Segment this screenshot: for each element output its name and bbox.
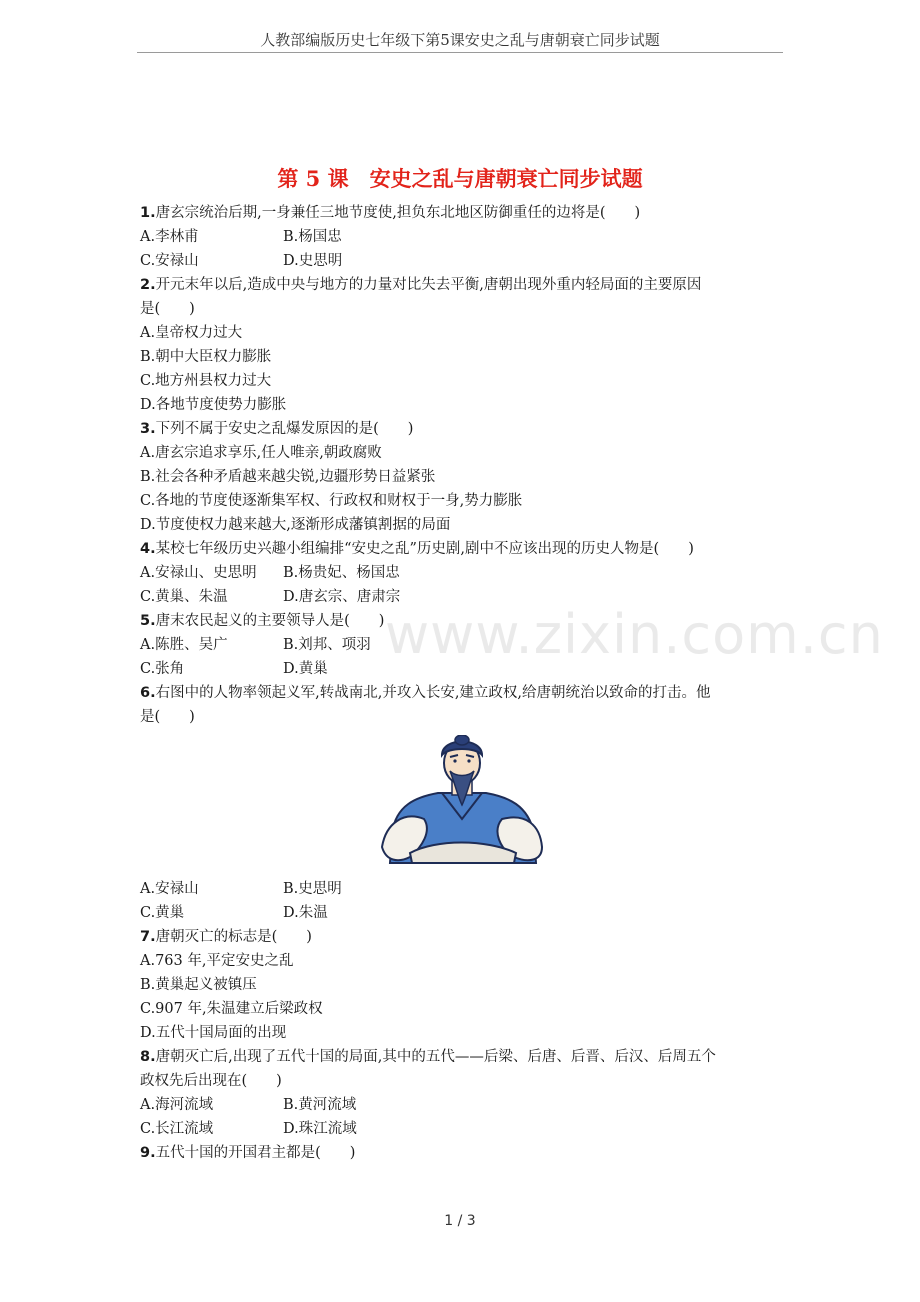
answer-options-row (140, 513, 785, 537)
answer-option: B.黄河流域 (283, 1097, 357, 1113)
answer-option: B.朝中大臣权力膨胀 (140, 349, 272, 365)
answer-option: D.史思明 (283, 253, 343, 269)
question-stem-line (140, 417, 785, 441)
question-text: 唐玄宗统治后期,一身兼任三地节度使,担负东北地区防御重任的边将是( ) (155, 205, 641, 221)
question-stem-line (140, 609, 785, 633)
question-8 (140, 1045, 785, 1141)
answer-option: C.各地的节度使逐渐集军权、行政权和财权于一身,势力膨胀 (140, 493, 523, 509)
question-3 (140, 417, 785, 537)
answer-options-row (140, 1117, 785, 1141)
question-text: 唐朝灭亡的标志是( ) (155, 929, 312, 945)
answer-options-row (140, 585, 785, 609)
answer-option: A.安禄山、史思明 (140, 565, 257, 581)
answer-options-row (140, 393, 785, 417)
answer-option: D.节度使权力越来越大,逐渐形成藩镇割据的局面 (140, 517, 451, 533)
question-stem-line (140, 681, 785, 705)
answer-option: A.李林甫 (140, 229, 199, 245)
answer-option: B.黄巢起义被镇压 (140, 977, 257, 993)
answer-options-row (140, 633, 785, 657)
answer-options-row (140, 249, 785, 273)
question-stem-line (140, 1069, 785, 1093)
question-text: 唐朝灭亡后,出现了五代十国的局面,其中的五代——后梁、后唐、后晋、后汉、后周五个 (155, 1049, 716, 1065)
answer-option: D.五代十国局面的出现 (140, 1025, 287, 1041)
answer-options-row (140, 441, 785, 465)
question-text: 五代十国的开国君主都是( ) (155, 1145, 356, 1161)
question-text: 开元末年以后,造成中央与地方的力量对比失去平衡,唐朝出现外重内轻局面的主要原因 (155, 277, 702, 293)
answer-options-row (140, 1021, 785, 1045)
question-number: 3. (140, 421, 156, 437)
question-number: 5. (140, 613, 156, 629)
answer-options-row (140, 973, 785, 997)
answer-option: D.朱温 (283, 905, 328, 921)
question-2 (140, 273, 785, 417)
answer-option: B.刘邦、项羽 (283, 637, 371, 653)
question-1 (140, 201, 785, 273)
answer-option: C.黄巢 (140, 905, 185, 921)
answer-option: B.史思明 (283, 881, 342, 897)
scholar-figure-image (376, 735, 548, 870)
question-4 (140, 537, 785, 609)
header-divider (137, 52, 783, 53)
answer-option: B.杨贵妃、杨国忠 (283, 565, 400, 581)
answer-option: C.长江流域 (140, 1121, 214, 1137)
answer-options-row (140, 465, 785, 489)
answer-option: A.海河流域 (140, 1097, 214, 1113)
question-stem-line (140, 1045, 785, 1069)
question-stem-line (140, 705, 785, 729)
question-9 (140, 1141, 785, 1165)
huangchao-illustration (140, 735, 785, 870)
question-text: 右图中的人物率领起义军,转战南北,并攻入长安,建立政权,给唐朝统治以致命的打击。他 (155, 685, 711, 701)
answer-option: C.张角 (140, 661, 185, 677)
answer-options-row (140, 901, 785, 925)
answer-option: D.唐玄宗、唐肃宗 (283, 589, 401, 605)
question-text: 是( ) (140, 709, 195, 725)
answer-options-row (140, 949, 785, 973)
answer-options-row (140, 997, 785, 1021)
answer-option: B.杨国忠 (283, 229, 342, 245)
answer-options-row (140, 1093, 785, 1117)
answer-options-row (140, 657, 785, 681)
answer-options-row (140, 345, 785, 369)
question-text: 是( ) (140, 301, 195, 317)
question-6 (140, 681, 785, 925)
answer-options-row (140, 561, 785, 585)
question-number: 7. (140, 929, 156, 945)
answer-option: A.763 年,平定安史之乱 (140, 953, 294, 969)
answer-option: D.各地节度使势力膨胀 (140, 397, 287, 413)
page-number: 1 / 3 (444, 1213, 476, 1229)
question-number: 2. (140, 277, 156, 293)
question-text: 政权先后出现在( ) (140, 1073, 282, 1089)
question-number: 6. (140, 685, 156, 701)
answer-option: D.珠江流域 (283, 1121, 357, 1137)
answer-options-row (140, 877, 785, 901)
running-header: 人教部编版历史七年级下第5课安史之乱与唐朝衰亡同步试题 (260, 31, 660, 49)
question-text: 唐末农民起义的主要领导人是( ) (155, 613, 385, 629)
answer-option: A.皇帝权力过大 (140, 325, 243, 341)
answer-option: A.唐玄宗追求享乐,任人唯亲,朝政腐败 (140, 445, 382, 461)
question-stem-line (140, 273, 785, 297)
answer-option: B.社会各种矛盾越来越尖锐,边疆形势日益紧张 (140, 469, 436, 485)
page-title: 第 5 课 安史之乱与唐朝衰亡同步试题 (277, 166, 643, 191)
answer-option: D.黄巢 (283, 661, 328, 677)
answer-option: A.安禄山 (140, 881, 199, 897)
answer-options-row (140, 489, 785, 513)
watermark: www.zixin.com.cn (385, 603, 884, 666)
answer-option: C.地方州县权力过大 (140, 373, 272, 389)
question-7 (140, 925, 785, 1045)
question-number: 8. (140, 1049, 156, 1065)
question-list (140, 201, 785, 1165)
question-number: 4. (140, 541, 156, 557)
question-text: 下列不属于安史之乱爆发原因的是( ) (155, 421, 414, 437)
answer-option: C.安禄山 (140, 253, 199, 269)
answer-option: C.黄巢、朱温 (140, 589, 228, 605)
answer-option: C.907 年,朱温建立后梁政权 (140, 1001, 323, 1017)
question-stem-line (140, 537, 785, 561)
answer-options-row (140, 225, 785, 249)
question-5 (140, 609, 785, 681)
question-stem-line (140, 297, 785, 321)
question-stem-line (140, 925, 785, 949)
answer-options-row (140, 321, 785, 345)
question-number: 1. (140, 205, 156, 221)
answer-option: A.陈胜、吴广 (140, 637, 228, 653)
question-text: 某校七年级历史兴趣小组编排“安史之乱”历史剧,剧中不应该出现的历史人物是( ) (155, 541, 694, 557)
question-stem-line (140, 201, 785, 225)
answer-options-row (140, 369, 785, 393)
question-number: 9. (140, 1145, 156, 1161)
question-stem-line (140, 1141, 785, 1165)
